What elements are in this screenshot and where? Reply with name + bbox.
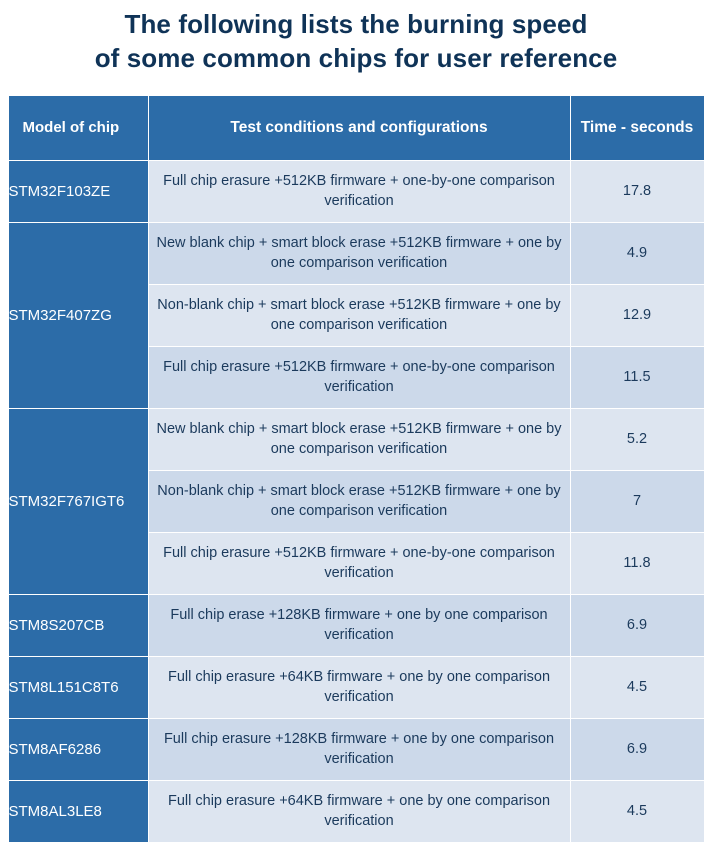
cell-model: STM8S207CB xyxy=(8,594,148,656)
column-header-time: Time - seconds xyxy=(570,95,704,160)
cell-condition: Full chip erasure +64KB firmware + one by one comparison verification xyxy=(148,656,570,718)
column-header-model: Model of chip xyxy=(8,95,148,160)
cell-time: 11.5 xyxy=(570,346,704,408)
cell-condition: Non-blank chip + smart block erase +512KB firmware + one by one comparison verification xyxy=(148,284,570,346)
table-row xyxy=(8,222,704,284)
cell-time: 5.2 xyxy=(570,408,704,470)
cell-model: STM32F767IGT6 xyxy=(8,408,148,594)
cell-time: 7 xyxy=(570,470,704,532)
cell-time: 4.5 xyxy=(570,656,704,718)
table-row xyxy=(8,656,704,718)
cell-condition: Full chip erasure +64KB firmware + one by one comparison verification xyxy=(148,780,570,842)
cell-model: STM32F103ZE xyxy=(8,160,148,222)
cell-condition: Full chip erasure +512KB firmware + one-by-one comparison verification xyxy=(148,346,570,408)
cell-time: 17.8 xyxy=(570,160,704,222)
cell-time: 4.9 xyxy=(570,222,704,284)
table-row xyxy=(8,718,704,780)
table-row xyxy=(8,408,704,470)
burning-speed-table xyxy=(8,95,705,843)
cell-condition: Full chip erase +128KB firmware + one by one comparison verification xyxy=(148,594,570,656)
cell-condition: Non-blank chip + smart block erase +512KB firmware + one by one comparison verification xyxy=(148,470,570,532)
cell-time: 11.8 xyxy=(570,532,704,594)
cell-condition: New blank chip + smart block erase +512KB firmware + one by one comparison verification xyxy=(148,222,570,284)
cell-model: STM8AL3LE8 xyxy=(8,780,148,842)
table-header-row xyxy=(8,95,704,160)
cell-condition: Full chip erasure +512KB firmware + one-by-one comparison verification xyxy=(148,532,570,594)
table-row xyxy=(8,780,704,842)
cell-condition: Full chip erasure +512KB firmware + one-by-one comparison verification xyxy=(148,160,570,222)
page-title-line-2: of some common chips for user reference xyxy=(94,42,618,73)
cell-time: 12.9 xyxy=(570,284,704,346)
table-body xyxy=(8,160,704,842)
column-header-conditions: Test conditions and configurations xyxy=(148,95,570,160)
cell-time: 4.5 xyxy=(570,780,704,842)
table-row xyxy=(8,160,704,222)
cell-time: 6.9 xyxy=(570,594,704,656)
page-title-line-1: The following lists the burning speed xyxy=(124,9,588,39)
page-title xyxy=(0,0,712,76)
cell-model: STM32F407ZG xyxy=(8,222,148,408)
table-header xyxy=(8,95,704,160)
cell-model: STM8AF6286 xyxy=(8,718,148,780)
cell-condition: New blank chip + smart block erase +512KB firmware + one by one comparison verification xyxy=(148,408,570,470)
cell-condition: Full chip erasure +128KB firmware + one by one comparison verification xyxy=(148,718,570,780)
cell-model: STM8L151C8T6 xyxy=(8,656,148,718)
cell-time: 6.9 xyxy=(570,718,704,780)
table-row xyxy=(8,594,704,656)
